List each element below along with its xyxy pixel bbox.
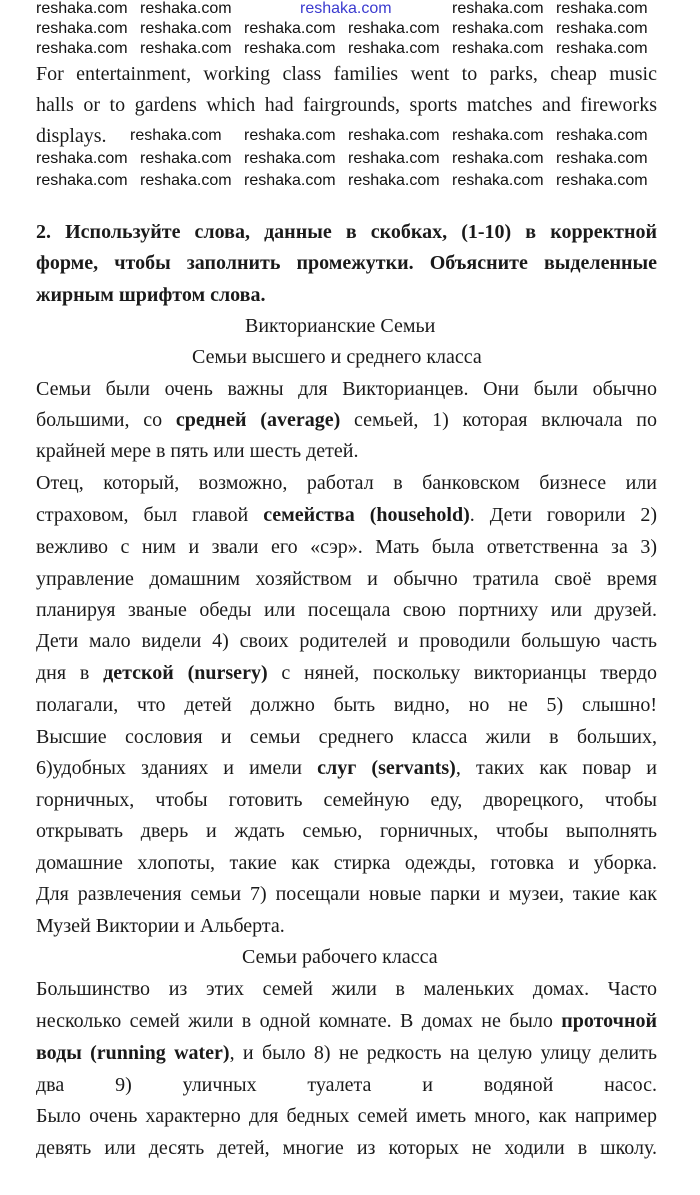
bold-term: воды (running water) xyxy=(36,1042,230,1064)
watermark: reshaka.com xyxy=(140,40,232,57)
watermark: reshaka.com xyxy=(36,40,128,57)
text-line xyxy=(36,788,657,812)
text-segment: displays. xyxy=(36,125,107,147)
text-segment: управление домашним хозяйством и обычно тратила своё время xyxy=(36,568,657,590)
watermark: reshaka.com xyxy=(556,0,648,17)
text-line xyxy=(36,377,657,401)
section-heading: Семьи рабочего класса xyxy=(242,946,438,968)
text-line xyxy=(36,629,657,653)
watermark: reshaka.com xyxy=(452,40,544,57)
text-line xyxy=(36,93,657,117)
text-segment: , таких как повар и xyxy=(455,757,657,779)
text-segment: семьей, 1) которая включала по xyxy=(340,409,658,431)
text-line xyxy=(36,851,657,875)
text-segment: несколько семей жили в одной комнате. В домах не было xyxy=(36,1010,562,1032)
bold-term: 2. Используйте слова, данные в скобках, (1-10) в корректной xyxy=(36,221,657,243)
text-line xyxy=(36,471,657,495)
bold-term: детской (nursery) xyxy=(103,662,268,684)
watermark: reshaka.com xyxy=(452,0,544,17)
task-instruction-line xyxy=(36,283,265,307)
task-instruction-line xyxy=(36,220,657,244)
text-line xyxy=(36,661,657,685)
text-line xyxy=(36,756,657,780)
watermark: reshaka.com xyxy=(348,172,440,189)
text-line xyxy=(36,977,657,1001)
text-line xyxy=(36,124,107,148)
watermark: reshaka.com xyxy=(36,150,128,167)
bold-term: средней (average) xyxy=(175,409,341,431)
text-segment: большими, со xyxy=(36,409,176,431)
text-segment: For entertainment, working class families went to parks, cheap music xyxy=(36,63,657,85)
watermark: reshaka.com xyxy=(140,20,232,37)
watermark[interactable]: reshaka.com xyxy=(300,0,392,17)
watermark: reshaka.com xyxy=(244,40,336,57)
watermark: reshaka.com xyxy=(556,150,648,167)
watermark: reshaka.com xyxy=(556,127,648,144)
watermark: reshaka.com xyxy=(244,127,336,144)
text-segment: полагали, что детей должно быть видно, но не 5) слышно! xyxy=(36,694,657,716)
text-segment: страховом, был главой xyxy=(36,504,264,526)
watermark: reshaka.com xyxy=(244,20,336,37)
watermark: reshaka.com xyxy=(452,20,544,37)
bold-term: проточной xyxy=(561,1010,657,1032)
text-line xyxy=(36,1104,657,1128)
bold-term: семейства (household) xyxy=(263,504,470,526)
text-line xyxy=(36,62,657,86)
section-heading: Семьи высшего и среднего класса xyxy=(192,346,482,368)
text-line xyxy=(36,567,657,591)
watermark: reshaka.com xyxy=(36,0,128,17)
text-line xyxy=(36,819,657,843)
text-line xyxy=(36,503,657,527)
watermark: reshaka.com xyxy=(452,150,544,167)
watermark: reshaka.com xyxy=(244,150,336,167)
watermark: reshaka.com xyxy=(452,172,544,189)
text-segment: Дети мало видели 4) своих родителей и проводили большую часть xyxy=(36,630,657,652)
text-segment: планируя званые обеды или посещала свою портниху или друзей. xyxy=(36,599,657,621)
text-line xyxy=(36,725,657,749)
text-segment: . Дети говорили 2) xyxy=(469,504,657,526)
text-segment: Семьи были очень важны для Викторианцев. Они были обычно xyxy=(36,378,657,400)
watermark: reshaka.com xyxy=(140,150,232,167)
text-segment: Было очень характерно для бедных семей иметь много, как например xyxy=(36,1105,657,1127)
watermark: reshaka.com xyxy=(348,40,440,57)
text-segment: вежливо с ним и звали его «сэр». Мать была ответственна за 3) xyxy=(36,536,657,558)
watermark: reshaka.com xyxy=(140,0,232,17)
text-segment: 6)удобных зданиях и имели xyxy=(36,757,318,779)
watermark: reshaka.com xyxy=(348,127,440,144)
document-title: Викторианские Семьи xyxy=(245,315,436,337)
watermark: reshaka.com xyxy=(140,172,232,189)
watermark: reshaka.com xyxy=(556,40,648,57)
text-line xyxy=(36,1073,657,1097)
text-line xyxy=(36,598,657,622)
text-segment: Музей Виктории и Альберта. xyxy=(36,915,285,937)
watermark: reshaka.com xyxy=(556,20,648,37)
watermark: reshaka.com xyxy=(130,127,222,144)
text-segment: горничных, чтобы готовить семейную еду, дворецкого, чтобы xyxy=(36,789,657,811)
text-segment: Высшие сословия и семьи среднего класса жили в больших, xyxy=(36,726,657,748)
text-segment: Для развлечения семьи 7) посещали новые парки и музеи, такие как xyxy=(36,883,657,905)
text-line xyxy=(36,914,285,938)
watermark: reshaka.com xyxy=(556,172,648,189)
text-line xyxy=(36,535,657,559)
watermark: reshaka.com xyxy=(244,172,336,189)
watermark: reshaka.com xyxy=(348,20,440,37)
text-line xyxy=(36,1009,657,1033)
text-segment: девять или десять детей, многие из которых не ходили в школу. xyxy=(36,1137,657,1159)
bold-term: форме, чтобы заполнить промежутки. Объясните выделенные xyxy=(36,252,657,274)
text-segment: Отец, который, возможно, работал в банковском бизнесе или xyxy=(36,472,657,494)
bold-term: жирным шрифтом слова. xyxy=(36,284,266,306)
bold-term: слуг (servants) xyxy=(317,757,456,779)
watermark: reshaka.com xyxy=(452,127,544,144)
text-segment: с няней, поскольку викторианцы твердо xyxy=(267,662,658,684)
text-segment: домашние хлопоты, такие как стирка одежды, готовка и уборка. xyxy=(36,852,657,874)
text-segment: два 9) уличных туалета и водяной насос. xyxy=(36,1074,657,1096)
text-line xyxy=(36,1041,657,1065)
text-line xyxy=(36,408,657,432)
text-line xyxy=(36,439,358,463)
text-segment: дня в xyxy=(36,662,104,684)
watermark: reshaka.com xyxy=(36,20,128,37)
text-segment: открывать дверь и ждать семью, горничных, чтобы выполнять xyxy=(36,820,657,842)
text-segment: , и было 8) не редкость на целую улицу делить xyxy=(229,1042,657,1064)
watermark: reshaka.com xyxy=(348,150,440,167)
text-segment: крайней мере в пять или шесть детей. xyxy=(36,440,359,462)
text-segment: halls or to gardens which had fairgrounds, sports matches and fireworks xyxy=(36,94,657,116)
text-line xyxy=(36,693,657,717)
text-line xyxy=(36,1136,657,1160)
text-line xyxy=(36,882,657,906)
watermark: reshaka.com xyxy=(36,172,128,189)
text-segment: Большинство из этих семей жили в маленьких домах. Часто xyxy=(36,978,657,1000)
task-instruction-line xyxy=(36,251,657,275)
